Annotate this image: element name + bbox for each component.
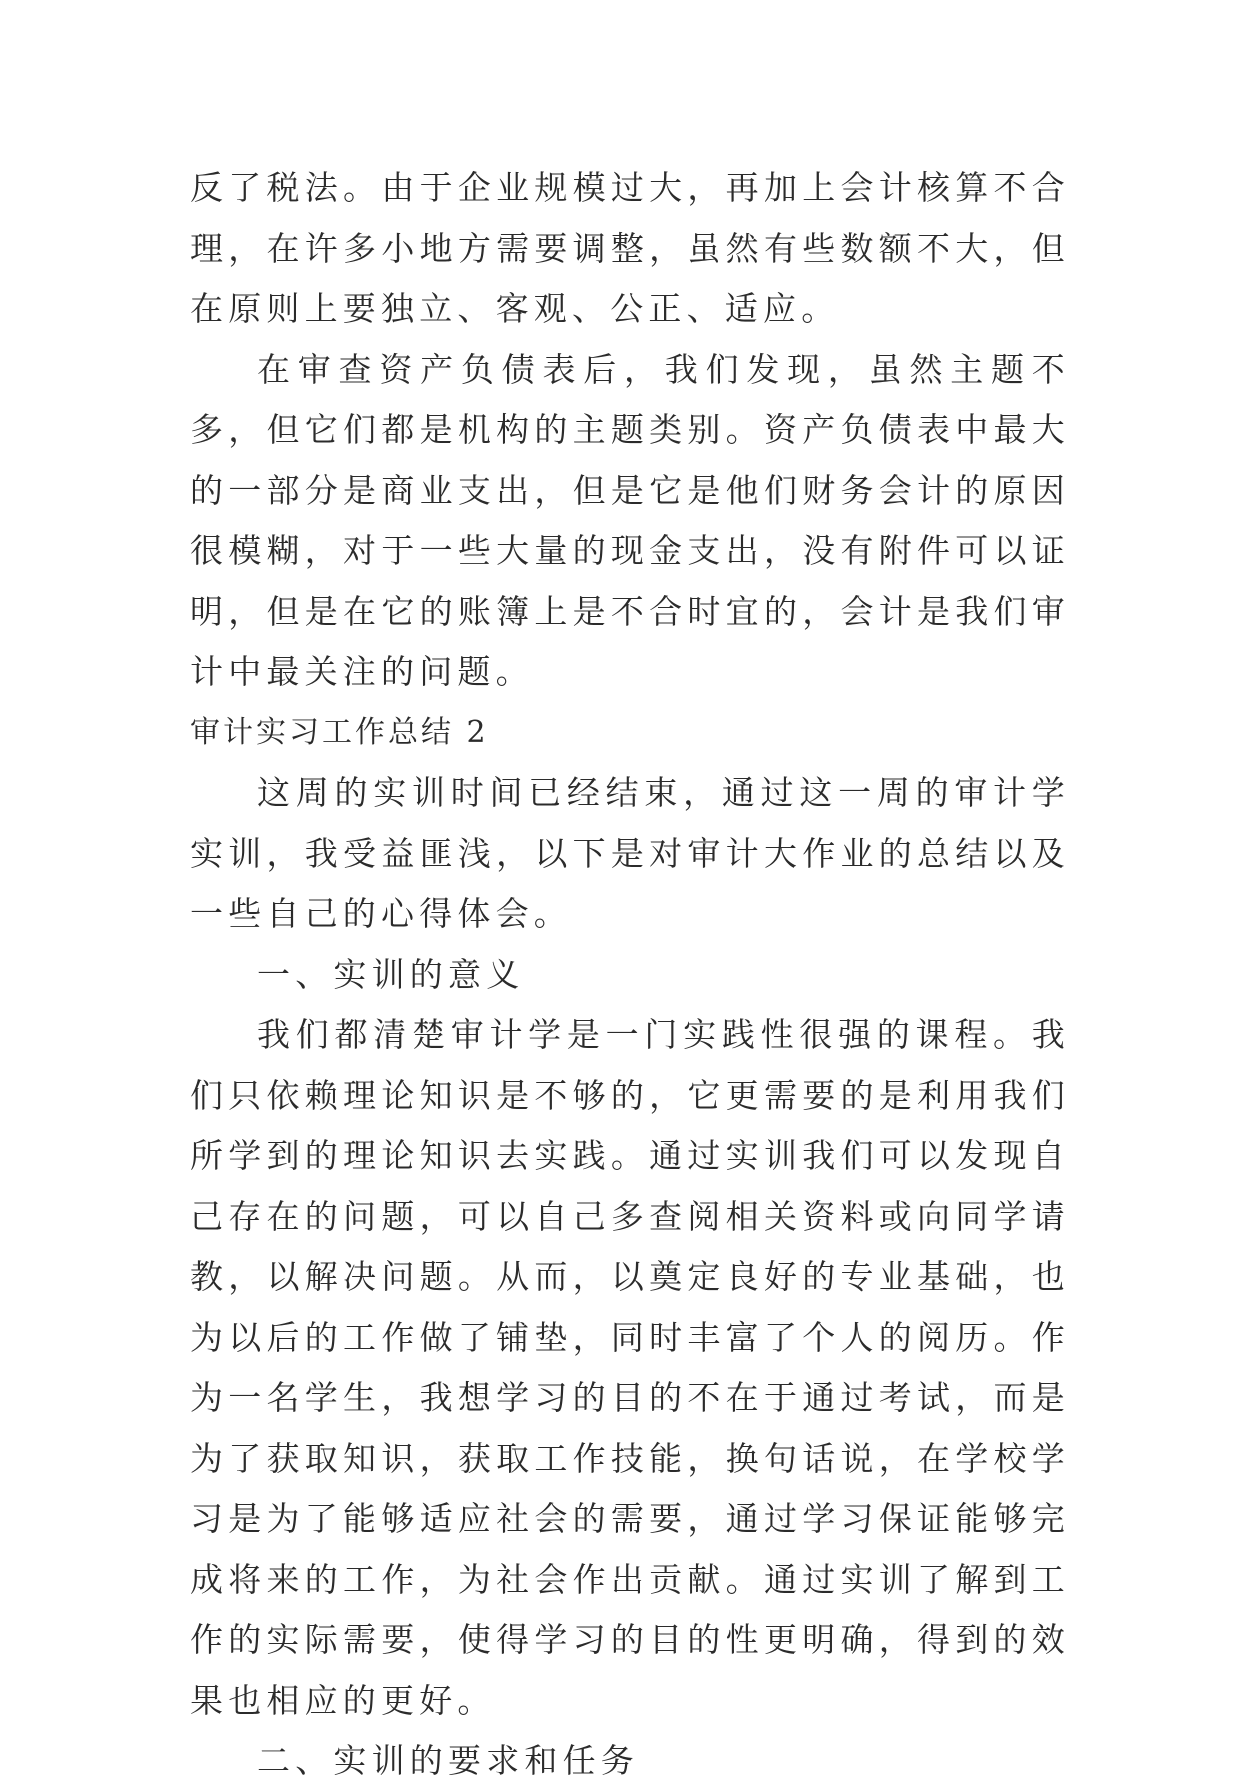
- subheading-significance: 一、实训的意义: [257, 954, 525, 994]
- paragraph-significance: 我们都清楚审计学是一门实践性很强的课程。我们只依赖理论知识是不够的，它更需要的是利用我们所学到的理论知识去实践。通过实训我们可以发现自己存在的问题，可以自己多查阅相关资料或向同学请教，以解决问题。从而，以奠定良好的专业基础，也为以后的工作做了铺垫，同时丰富了个人的阅历。作为一名学生，我想学习的目的不在于通过考试，而是为了获取知识，获取工作技能，换句话说，在学校学习是为了能够适应社会的需要，通过学习保证能够完成将来的工作，为社会作出贡献。通过实训了解到工作的实际需要，使得学习的目的性更明确，得到的效果也相应的更好。: [190, 1015, 1070, 1720]
- document-body: [190, 158, 1070, 1792]
- paragraph-balance-sheet-review: 在审查资产负债表后，我们发现，虽然主题不多，但它们都是机构的主题类别。资产负债表中最大的一部分是商业支出，但是它是他们财务会计的原因很模糊，对于一些大量的现金支出，没有附件可以证明，但是在它的账簿上是不合时宜的，会计是我们审计中最关注的问题。: [190, 349, 1070, 691]
- paragraph-intro: 这周的实训时间已经结束，通过这一周的审计学实训，我受益匪浅，以下是对审计大作业的总结以及一些自己的心得体会。: [190, 773, 1070, 933]
- paragraph-continuation: 反了税法。由于企业规模过大，再加上会计核算不合理，在许多小地方需要调整，虽然有些数额不大，但在原则上要独立、客观、公正、适应。: [190, 168, 1070, 328]
- section-title: 审计实习工作总结 2: [190, 714, 489, 750]
- subheading-requirements: 二、实训的要求和任务: [257, 1741, 639, 1780]
